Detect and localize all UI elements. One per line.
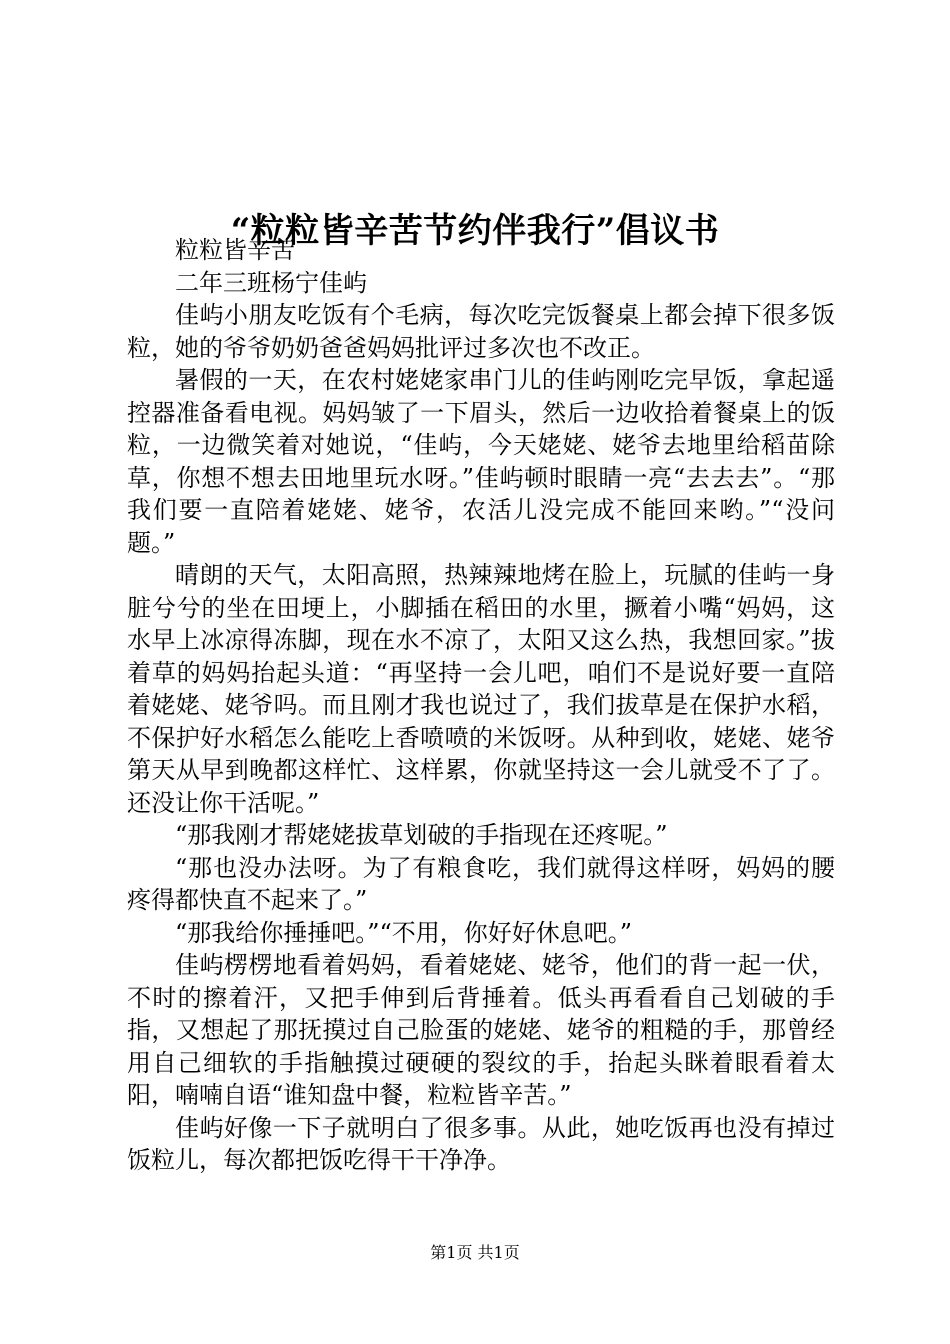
paragraph-5: “那也没办法呀。为了有粮食吃，我们就得这样呀，妈妈的腰疼得都快直不起来了。”: [127, 853, 835, 914]
paragraph-8: 佳屿好像一下子就明白了很多事。从此，她吃饭再也没有掉过饭粒儿，每次都把饭吃得干干净净。: [127, 1113, 835, 1174]
paragraph-author: 二年三班杨宁佳屿: [175, 268, 367, 297]
paragraph-1: 佳屿小朋友吃饭有个毛病，每次吃完饭餐桌上都会掉下很多饭粒，她的爷爷奶奶爸爸妈妈批评过多次也不改正。: [127, 301, 835, 362]
paragraph-subtitle: 粒粒皆辛苦: [175, 236, 295, 264]
paragraph-3: 晴朗的天气，太阳高照，热辣辣地烤在脸上，玩腻的佳屿一身脏兮兮的坐在田埂上，小脚插在稻田的水里，撅着小嘴“妈妈，这水早上冰凉得冻脚，现在水不凉了，太阳又这么热，我想回家。”拔着草的妈妈抬起头道：“再坚持一会儿吧，咱们不是说好要一直陪着姥姥、姥爷吗。而且刚才我也说过了，我们拔草是在保护水稻，不保护好水稻怎么能吃上香喷喷的米饭呀。从种到收，姥姥、姥爷第天从早到晚都这样忙、这样累，你就坚持这一会儿就受不了了。还没让你干活呢。”: [127, 561, 835, 817]
page-footer: 第1页 共1页: [430, 1243, 520, 1262]
document-body: [127, 234, 835, 1177]
paragraph-4: “那我刚才帮姥姥拔草划破的手指现在还疼呢。”: [175, 821, 668, 849]
paragraph-2: 暑假的一天，在农村姥姥家串门儿的佳屿刚吃完早饭，拿起遥控器准备看电视。妈妈皱了一下眉头，然后一边收拾着餐桌上的饭粒，一边微笑着对她说，“佳屿，今天姥姥、姥爷去地里给稻苗除草，你想不想去田地里玩水呀。”佳屿顿时眼睛一亮“去去去”。“那我们要一直陪着姥姥、姥爷，农活儿没完成不能回来哟。”“没问题。”: [127, 366, 835, 557]
paragraph-6: “那我给你捶捶吧。”“不用，你好好休息吧。”: [175, 918, 633, 947]
paragraph-7: 佳屿楞楞地看着妈妈，看着姥姥、姥爷，他们的背一起一伏，不时的擦着汗，又把手伸到后背捶着。低头再看看自己划破的手指，又想起了那抚摸过自己脸蛋的姥姥、姥爷的粗糙的手，那曾经用自己细软的手指触摸过硬硬的裂纹的手，抬起头眯着眼看着太阳，喃喃自语“谁知盘中餐，粒粒皆辛苦。”: [127, 951, 835, 1109]
document-title: “粒粒皆辛苦节约伴我行”倡议书: [230, 210, 720, 251]
